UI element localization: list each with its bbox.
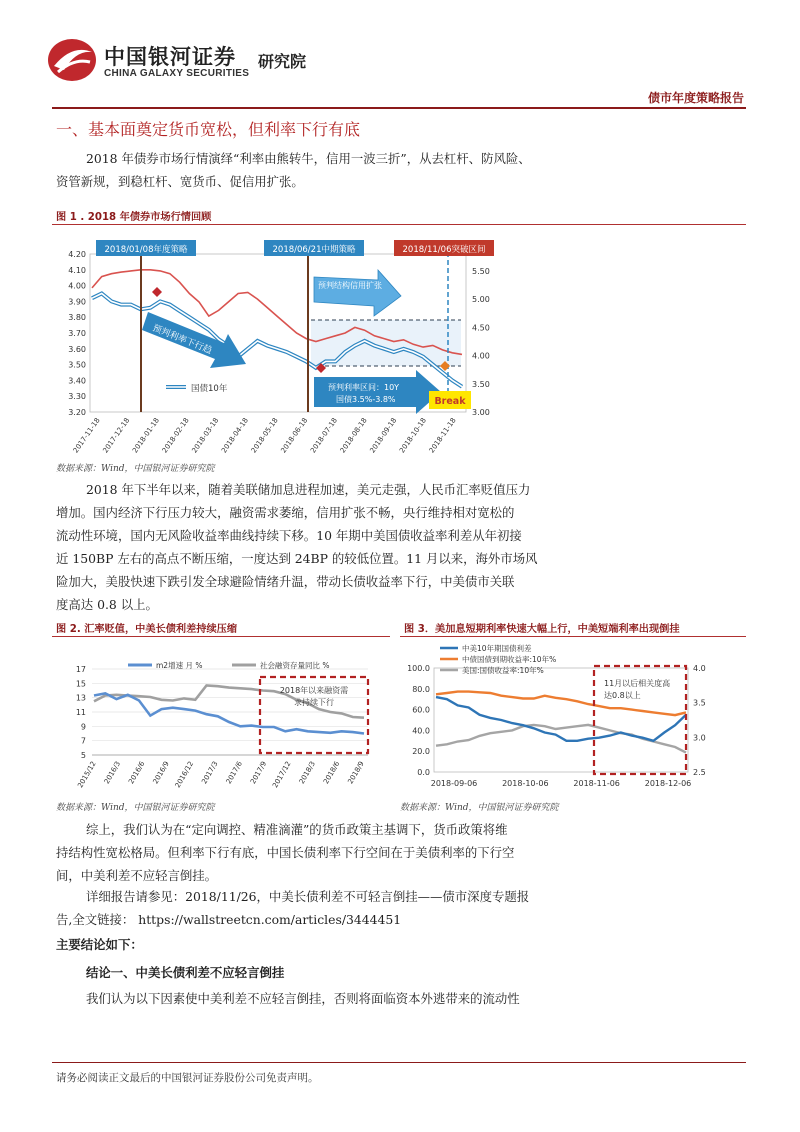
para-line: 度高达 0.8 以上。: [56, 597, 158, 612]
banner-jan-text: 2018/01/08年度策略: [104, 245, 188, 255]
x-tick-label: 2017/3: [200, 760, 220, 786]
reference-link[interactable]: 告,全文链接： https://wallstreetcn.com/articles/3444451: [56, 912, 402, 927]
diamond-marker: [152, 287, 162, 297]
legend-ust: 美国:国债收益率:10年%: [462, 666, 544, 675]
x-tick-label: 2018/9: [346, 760, 366, 786]
para-line: 2018 年下半年以来，随着美联储加息进程加速，美元走强，人民币汇率贬值压力: [86, 482, 531, 497]
y-tick-label: 4.00: [472, 351, 490, 361]
y-tick-label: 3.90: [68, 297, 86, 307]
y-tick-label: 7: [80, 736, 86, 746]
y-tick-label: 4.20: [68, 250, 86, 259]
department-name: 研究院: [258, 52, 307, 71]
x-tick-label: 2016/3: [102, 760, 123, 786]
annotation-line1: 11月以后相关度高: [604, 679, 671, 688]
x-tick-label: 2018-01-18: [131, 416, 161, 455]
x-axis-labels: [431, 779, 692, 788]
legend-spread: 中美10年期国债利差: [462, 644, 532, 653]
company-name-cn: 中国银河证券: [104, 45, 236, 69]
y-tick-label: 3.70: [68, 329, 86, 338]
annotation-line2: 求持续下行: [294, 698, 334, 707]
annotation-line1: 2018年以来融资需: [279, 686, 349, 695]
figure1-source: 数据来源：Wind，中国银河证券研究院: [56, 464, 215, 474]
y-tick-label: 11: [75, 708, 86, 717]
x-tick-label: 2018-07-18: [309, 416, 339, 455]
para-line: 综上，我们认为在“定向调控、精准滴灌”的货币政策主基调下，货币政策将维: [86, 822, 508, 837]
figure1-rule: [52, 224, 746, 225]
paragraph-reference: [56, 885, 746, 931]
annotation-line2: 达0.8以上: [604, 691, 641, 700]
figure1-title: 图 1 . 2018 年债券市场行情回顾: [56, 212, 212, 223]
paragraph-intro: [56, 147, 746, 193]
x-axis-labels: [72, 417, 458, 455]
x-tick-label: 2016/6: [127, 760, 147, 786]
x-tick-label: 2018/3: [297, 760, 318, 786]
x-tick-label: 2017/9: [249, 760, 269, 786]
logo-emblem-icon: [46, 36, 98, 84]
conclusion1-title: 结论一、中美长债利差不应轻言倒挂: [86, 965, 285, 980]
y-tick-label: 60.0: [412, 705, 430, 715]
x-axis-labels: [76, 760, 365, 790]
y-tick-label: 0.0: [417, 768, 430, 777]
y-tick-label: 9: [80, 722, 86, 732]
para-line: 险加大，美股快速下跌引发全球避险情绪升温，带动长债收益率下行，中美债市关联: [56, 574, 515, 589]
y-tick-label: 3.20: [68, 408, 86, 417]
banner-nov-text: 2018/11/06突破区间: [402, 245, 486, 255]
y-tick-label: 5.50: [472, 266, 490, 276]
y-tick-label: 40.0: [412, 726, 430, 736]
x-tick-label: 2018-03-18: [190, 416, 221, 455]
section-title: 一、基本面奠定货币宽松，但利率下行有底: [56, 120, 361, 139]
y-axis-right: [472, 267, 490, 417]
legend-m2: m2增速 月 %: [156, 661, 203, 670]
x-tick-label: 2018-05-18: [249, 416, 280, 455]
y-tick-label: 4.10: [68, 265, 86, 275]
figure3-chart: [396, 640, 746, 795]
y-tick-label: 3.00: [472, 408, 490, 417]
x-tick-label: 2017-11-18: [71, 416, 102, 455]
figure3-source: 数据来源：Wind，中国银河证券研究院: [400, 803, 559, 813]
para-line: 增加。国内经济下行压力较大，融资需求萎缩，信用扩张不畅，央行维持相对宽松的: [56, 505, 515, 520]
paragraph-analysis: [56, 478, 746, 616]
figure2-source: 数据来源：Wind，中国银河证券研究院: [56, 803, 215, 813]
header: [0, 0, 800, 110]
y-tick-label: 3.50: [472, 379, 490, 389]
y-tick-label: 13: [75, 693, 86, 703]
y-tick-label: 4.00: [68, 281, 86, 291]
x-tick-label: 2016/9: [151, 760, 171, 786]
y-axis-left: [68, 250, 86, 417]
x-tick-label: 2018-08-18: [338, 416, 369, 455]
x-tick-label: 2018-09-06: [430, 779, 478, 788]
y-tick-label: 3.60: [68, 344, 86, 354]
spread-line: [436, 697, 686, 741]
x-tick-label: 2017-12-18: [101, 416, 132, 455]
conclusions-heading: 主要结论如下：: [56, 937, 143, 952]
figure1-chart: [56, 230, 526, 455]
legend-cgb: 中债国债到期收益率:10年%: [462, 655, 557, 664]
x-tick-label: 2015/12: [76, 760, 98, 790]
y-axis-right: [693, 664, 706, 777]
break-label: Break: [434, 396, 466, 407]
para-line: 持结构性宽松格局。但利率下行有底，中国长债利率下行空间在于美债利率的下行空: [56, 845, 515, 860]
y-tick-label: 4.50: [472, 323, 490, 333]
credit-yield-line: [92, 270, 462, 355]
header-rule: [52, 107, 746, 109]
x-tick-label: 2017/6: [224, 760, 244, 786]
conclusion1-text: 我们认为以下因素使中美利差不应轻言倒挂，否则将面临资本外逃带来的流动性: [86, 991, 520, 1006]
x-tick-label: 2018-10-06: [502, 779, 549, 788]
arrow-down-text: 预判利率下行趋: [150, 323, 214, 357]
figure3-rule: [400, 636, 746, 637]
figure2-rule: [52, 636, 390, 637]
y-tick-label: 2.5: [693, 768, 706, 777]
para-line: 近 150BP 左右的高点不断压缩，一度达到 24BP 的较低位置。11 月以来，海外市场风: [56, 551, 538, 566]
x-tick-label: 2016/12: [173, 760, 196, 790]
figure2-chart: [56, 645, 376, 795]
arrow-credit-text: 预判结构信用扩张: [318, 281, 382, 290]
y-tick-label: 20.0: [412, 747, 430, 757]
para-line: 资管新规，到稳杠杆、宽货币、促信用扩张。: [56, 174, 304, 189]
x-tick-label: 2018-10-18: [398, 416, 428, 455]
report-type: 债市年度策略报告: [647, 91, 744, 105]
y-tick-label: 3.30: [68, 392, 86, 402]
para-line: 间，中美利差不应轻言倒挂。: [56, 868, 218, 883]
y-tick-label: 3.5: [693, 698, 706, 708]
y-tick-label: 15: [75, 679, 86, 689]
footer-rule: [52, 1062, 746, 1063]
legend-label: 国债10年: [191, 384, 228, 394]
y-tick-label: 3.50: [68, 360, 86, 370]
x-tick-label: 2018-12-06: [644, 779, 692, 788]
arrow-range-line1: 预判利率区间：10Y: [328, 383, 400, 392]
company-name-en: CHINA GALAXY SECURITIES: [104, 68, 250, 79]
arrow-rate-range: [314, 370, 441, 414]
para-line: 详细报告请参见：2018/11/26，中美长债利差不可轻言倒挂——债市深度专题报: [86, 889, 530, 904]
y-tick-label: 5.00: [472, 295, 490, 305]
y-tick-label: 80.0: [412, 684, 430, 694]
footer-disclaimer: 请务必阅读正文最后的中国银河证券股份公司免责声明。: [56, 1072, 319, 1084]
y-axis-left: [407, 664, 430, 777]
x-tick-label: 2018-11-18: [427, 416, 458, 455]
para-line: 2018 年债券市场行情演绎“利率由熊转牛，信用一波三折”，从去杠杆、防风险、: [86, 151, 531, 166]
figure3-title: 图 3．美加息短期利率快速大幅上行，中美短端利率出现倒挂: [404, 624, 680, 635]
x-tick-label: 2018-04-18: [220, 416, 250, 455]
y-axis: [76, 665, 86, 760]
y-tick-label: 100.0: [407, 664, 430, 673]
figure2-title: 图 2. 汇率贬值，中美长债利差持续压缩: [56, 624, 238, 635]
y-tick-label: 5: [80, 751, 86, 760]
x-tick-label: 2018-09-18: [368, 416, 399, 455]
y-tick-label: 4.0: [693, 664, 706, 673]
arrow-range-line2: 国债3.5%-3.8%: [336, 395, 396, 404]
y-tick-label: 3.80: [68, 313, 86, 323]
banner-jun-text: 2018/06/21中期策略: [272, 245, 356, 255]
paragraph-summary: [56, 818, 746, 887]
x-tick-label: 2018-02-18: [160, 416, 191, 455]
legend-tsf: 社会融资存量同比 %: [260, 661, 330, 670]
x-tick-label: 2018-06-18: [279, 416, 310, 455]
y-tick-label: 17: [75, 665, 86, 674]
x-tick-label: 2017/12: [271, 760, 293, 790]
x-tick-label: 2018-11-06: [573, 779, 620, 788]
x-tick-label: 2018/6: [322, 760, 342, 786]
para-line: 流动性环境，国内无风险收益率曲线持续下移。10 年期中美国债收益率利差从年初接: [56, 528, 522, 543]
y-tick-label: 3.0: [693, 733, 706, 743]
arrow-credit-expansion: [314, 270, 401, 316]
range-zone: [311, 320, 461, 366]
y-tick-label: 3.40: [68, 376, 86, 386]
